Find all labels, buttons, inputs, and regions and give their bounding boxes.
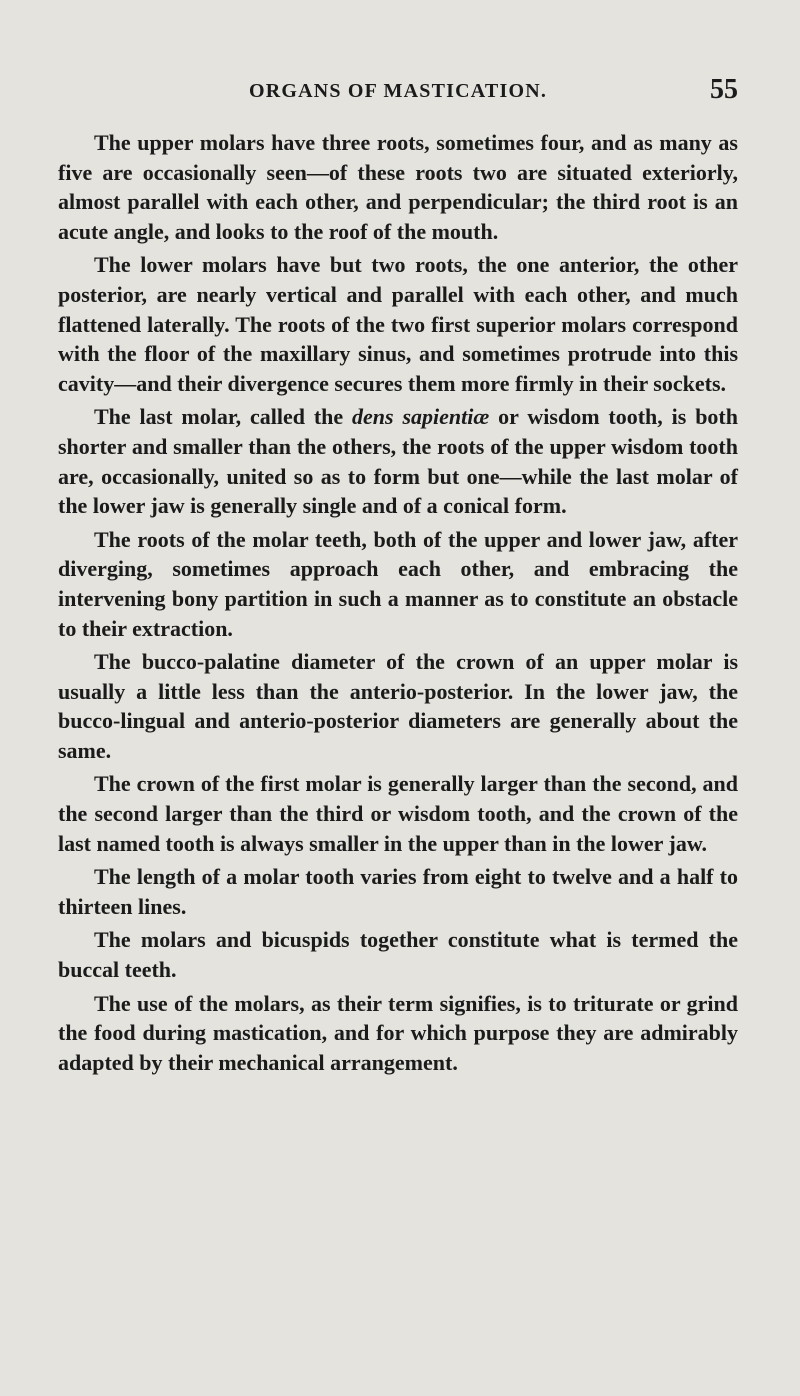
paragraph-wisdom-tooth	[58, 402, 738, 520]
running-title: ORGANS OF MASTICATION.	[248, 80, 548, 102]
page-number: 55	[710, 74, 738, 105]
page-header	[58, 74, 738, 106]
paragraph-crown-size: The crown of the first molar is generally larger than the second, and the second larger than the third or wisdom tooth, and the crown of the last named tooth is always smaller in the upper than in the lower jaw.	[58, 771, 738, 856]
paragraph-wisdom-tooth-end: or wisdom tooth, is both shorter and smaller than the others, the roots of the upper wisdom tooth are, occasionally, united so as to form but one—while the last molar of the lower jaw is generally single and of a conical form.	[58, 404, 738, 519]
paragraph-wisdom-tooth-start: The last molar, called the	[94, 404, 353, 430]
latin-term: dens sapientiæ	[352, 404, 490, 430]
paragraph-buccal-teeth: The molars and bicuspids together constitute what is termed the buccal teeth.	[58, 927, 738, 983]
paragraph-lower-molars: The lower molars have but two roots, the one anterior, the other posterior, are nearly vertical and parallel with each other, and much flattened laterally. The roots of the two first superior molars correspond with the floor of the maxillary sinus, and sometimes protrude into this cavity—and their divergence secures them more firmly in their sockets.	[58, 252, 738, 396]
paragraph-upper-molars: The upper molars have three roots, sometimes four, and as many as five are occasionally seen—of these roots two are situated exteriorly, almost parallel with each other, and perpendicular; the third root is an acute angle, and looks to the roof of the mouth.	[58, 130, 738, 244]
paragraph-root-divergence: The roots of the molar teeth, both of the upper and lower jaw, after diverging, sometimes approach each other, and embracing the intervening bony partition in such a manner as to constitute an obstacle to their extraction.	[58, 526, 738, 641]
paragraph-molar-use: The use of the molars, as their term signifies, is to triturate or grind the food during mastication, and for which purpose they are admirably adapted by their mechanical arrangement.	[58, 990, 738, 1075]
paragraph-diameters: The bucco-palatine diameter of the crown of an upper molar is usually a little less than the anterio-posterior. In the lower jaw, the bucco-lingual and anterio-posterior diameters are generally about the same.	[58, 649, 738, 763]
body-text	[58, 128, 738, 1081]
paragraph-tooth-length: The length of a molar tooth varies from eight to twelve and a half to thirteen lines.	[58, 864, 738, 919]
